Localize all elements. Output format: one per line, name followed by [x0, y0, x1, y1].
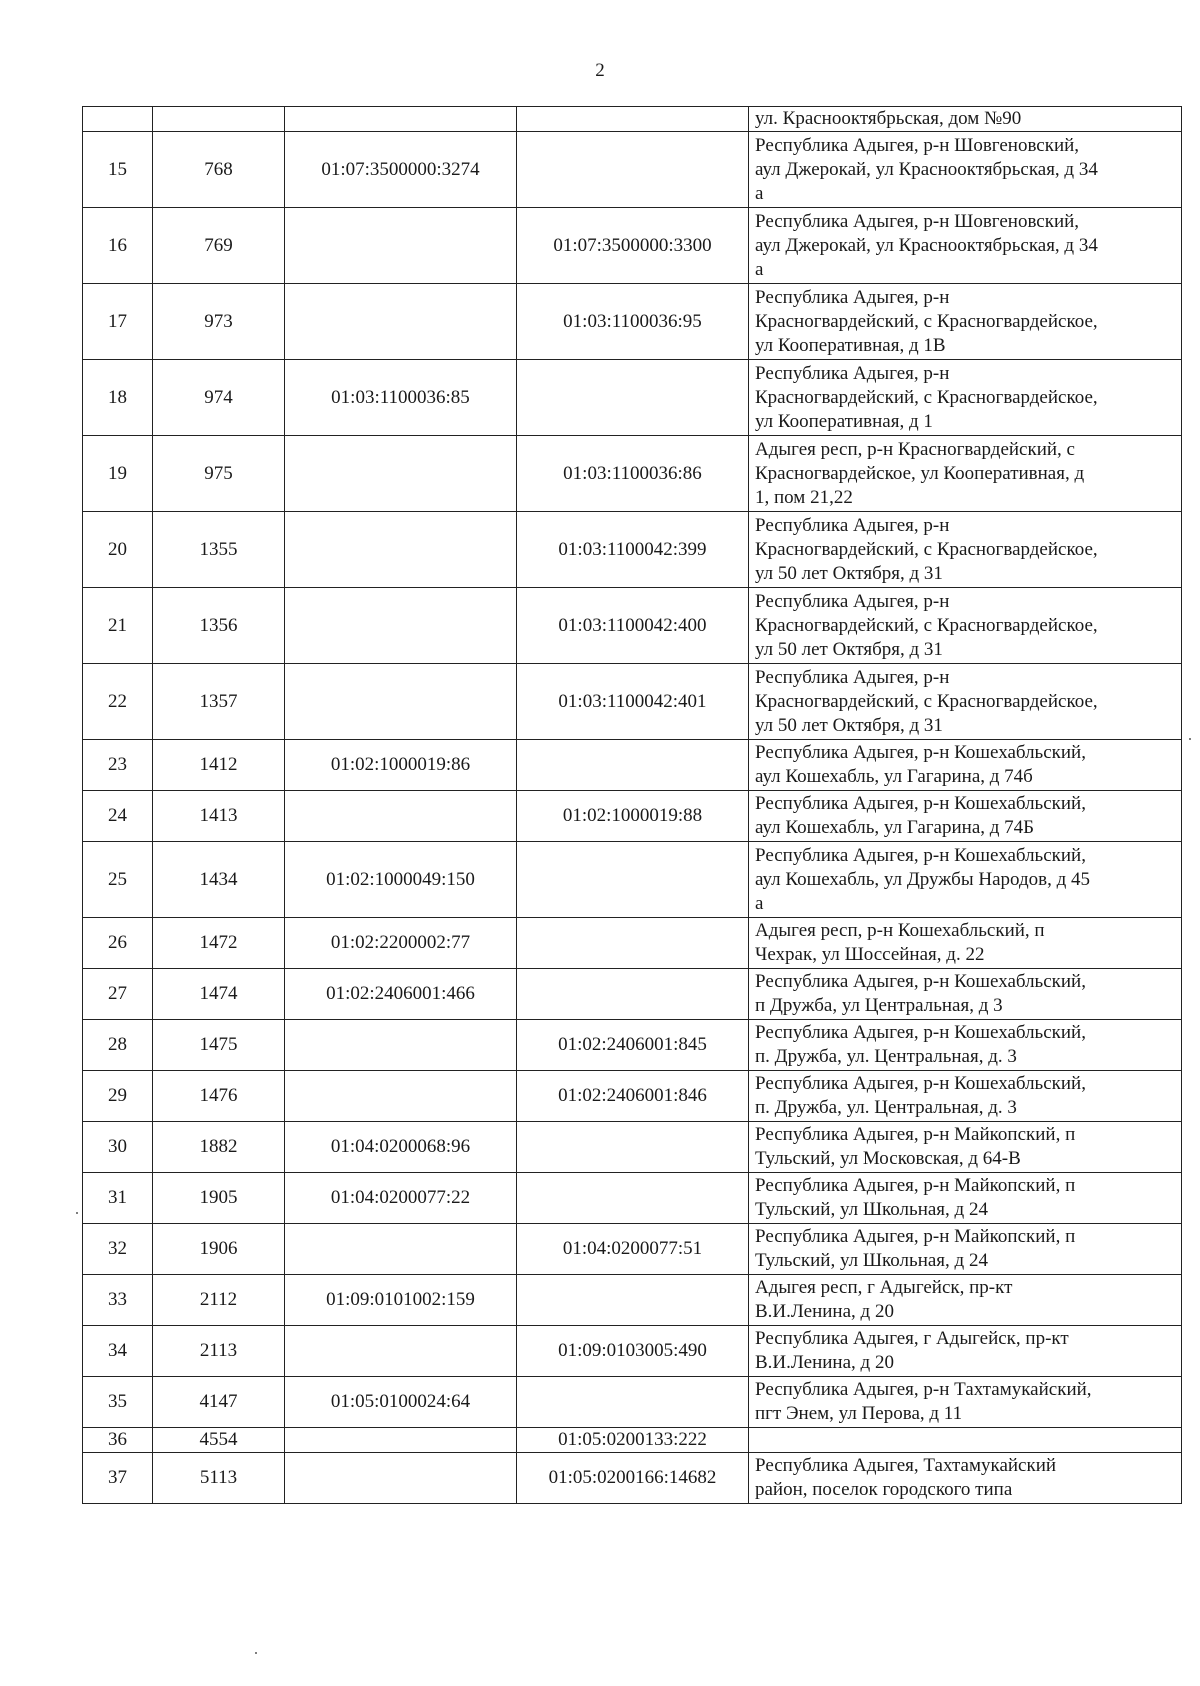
cell-address — [749, 208, 1182, 284]
address-line: В.И.Ленина, д 20 — [755, 1352, 894, 1373]
cell-address — [749, 107, 1182, 132]
address-line: Красногвардейское, ул Кооперативная, д — [755, 462, 1085, 484]
address-line: Республика Адыгея, р-н Кошехабльский, — [755, 1073, 1086, 1094]
cell-cadastral-number-1: 01:04:0200068:96 — [285, 1122, 517, 1173]
address-line: Республика Адыгея, р-н Кошехабльский, — [755, 971, 1086, 992]
cell-address — [749, 1428, 1182, 1453]
address-line: Адыгея респ, г Адыгейск, пр-кт — [755, 1277, 1013, 1298]
address-line: Республика Адыгея, р-н Майкопский, п — [755, 1226, 1076, 1247]
cell-cadastral-number-1: 01:02:1000049:150 — [285, 842, 517, 918]
cell-address — [749, 969, 1182, 1020]
address-line: Красногвардейский, с Красногвардейское, — [755, 538, 1098, 560]
address-line: ул 50 лет Октября, д 31 — [755, 638, 943, 660]
cell-object-code: 1905 — [153, 1173, 285, 1224]
address-line: аул Джерокай, ул Краснооктябрьская, д 34 — [755, 234, 1098, 256]
cell-cadastral-number-2: 01:09:0103005:490 — [517, 1326, 749, 1377]
table-row — [83, 1275, 1182, 1326]
address-line: Республика Адыгея, р-н Кошехабльский, — [755, 742, 1086, 763]
address-line: Красногвардейский, с Красногвардейское, — [755, 690, 1098, 712]
cell-row-number: 19 — [83, 436, 153, 512]
address-line: ул Кооперативная, д 1В — [755, 334, 946, 356]
table-row — [83, 107, 1182, 132]
cell-address — [749, 1275, 1182, 1326]
cell-cadastral-number-2 — [517, 107, 749, 132]
table-row — [83, 1173, 1182, 1224]
cell-object-code: 1472 — [153, 918, 285, 969]
address-line: аул Кошехабль, ул Гагарина, д 74Б — [755, 817, 1035, 838]
cell-row-number: 23 — [83, 740, 153, 791]
address-line: Республика Адыгея, р-н Тахтамукайский, — [755, 1379, 1092, 1400]
cell-object-code: 1882 — [153, 1122, 285, 1173]
address-line: аул Джерокай, ул Краснооктябрьская, д 34 — [755, 158, 1098, 180]
cell-cadastral-number-2: 01:03:1100042:400 — [517, 588, 749, 664]
cell-cadastral-number-2: 01:05:0200166:14682 — [517, 1453, 749, 1504]
cell-address — [749, 1071, 1182, 1122]
cell-row-number: 20 — [83, 512, 153, 588]
cell-address — [749, 1224, 1182, 1275]
cell-object-code: 1412 — [153, 740, 285, 791]
address-line: Республика Адыгея, р-н — [755, 514, 950, 536]
address-line: Чехрак, ул Шоссейная, д. 22 — [755, 944, 985, 965]
cell-address — [749, 740, 1182, 791]
cell-row-number: 26 — [83, 918, 153, 969]
cell-cadastral-number-1 — [285, 208, 517, 284]
scan-speck — [255, 1652, 257, 1654]
cell-object-code: 973 — [153, 284, 285, 360]
cell-address — [749, 284, 1182, 360]
cell-object-code: 4554 — [153, 1428, 285, 1453]
cell-address — [749, 1122, 1182, 1173]
table-row — [83, 588, 1182, 664]
cell-object-code: 2113 — [153, 1326, 285, 1377]
cell-address — [749, 436, 1182, 512]
table-row — [83, 791, 1182, 842]
cell-row-number: 27 — [83, 969, 153, 1020]
table-row — [83, 1071, 1182, 1122]
cell-cadastral-number-1 — [285, 1071, 517, 1122]
address-line: пгт Энем, ул Перова, д 11 — [755, 1403, 963, 1424]
cell-object-code: 768 — [153, 132, 285, 208]
cell-row-number: 34 — [83, 1326, 153, 1377]
address-line: Республика Адыгея, р-н — [755, 286, 950, 308]
cell-address — [749, 1326, 1182, 1377]
table-row — [83, 1428, 1182, 1453]
table-row — [83, 360, 1182, 436]
cell-cadastral-number-1: 01:02:2406001:466 — [285, 969, 517, 1020]
cell-cadastral-number-1 — [285, 1020, 517, 1071]
table-row — [83, 1224, 1182, 1275]
address-line: Адыгея респ, р-н Красногвардейский, с — [755, 438, 1075, 460]
table-row — [83, 1377, 1182, 1428]
scan-speck — [1189, 738, 1191, 740]
cell-cadastral-number-1: 01:02:2200002:77 — [285, 918, 517, 969]
cell-cadastral-number-1: 01:04:0200077:22 — [285, 1173, 517, 1224]
address-line: Республика Адыгея, р-н Кошехабльский, — [755, 1022, 1086, 1043]
address-line: Республика Адыгея, г Адыгейск, пр-кт — [755, 1328, 1069, 1349]
cell-object-code: 769 — [153, 208, 285, 284]
cell-object-code — [153, 107, 285, 132]
address-line: Республика Адыгея, р-н Шовгеновский, — [755, 210, 1080, 232]
cell-row-number: 24 — [83, 791, 153, 842]
cell-cadastral-number-1 — [285, 791, 517, 842]
table-row — [83, 512, 1182, 588]
cell-address — [749, 664, 1182, 740]
cell-row-number: 15 — [83, 132, 153, 208]
address-line: а — [755, 258, 764, 280]
cell-cadastral-number-2: 01:05:0200133:222 — [517, 1428, 749, 1453]
scan-speck — [76, 1212, 78, 1214]
address-line: ул 50 лет Октября, д 31 — [755, 714, 943, 736]
table-row — [83, 436, 1182, 512]
cell-object-code: 1356 — [153, 588, 285, 664]
cell-address — [749, 1377, 1182, 1428]
cell-cadastral-number-2: 01:03:1100042:401 — [517, 664, 749, 740]
cell-row-number: 29 — [83, 1071, 153, 1122]
cell-address — [749, 918, 1182, 969]
cell-cadastral-number-2: 01:04:0200077:51 — [517, 1224, 749, 1275]
cell-cadastral-number-2 — [517, 740, 749, 791]
cell-row-number: 16 — [83, 208, 153, 284]
cell-row-number: 37 — [83, 1453, 153, 1504]
cell-address — [749, 1173, 1182, 1224]
address-line: аул Кошехабль, ул Дружбы Народов, д 45 — [755, 868, 1091, 890]
address-line: Республика Адыгея, р-н Майкопский, п — [755, 1175, 1076, 1196]
address-line: п. Дружба, ул. Центральная, д. 3 — [755, 1046, 1017, 1067]
cell-object-code: 5113 — [153, 1453, 285, 1504]
cell-address — [749, 791, 1182, 842]
address-line: Республика Адыгея, Тахтамукайский — [755, 1455, 1057, 1476]
cell-address — [749, 842, 1182, 918]
cell-row-number: 28 — [83, 1020, 153, 1071]
cell-cadastral-number-1 — [285, 436, 517, 512]
cell-row-number: 18 — [83, 360, 153, 436]
address-line: Республика Адыгея, р-н Майкопский, п — [755, 1124, 1076, 1145]
address-line: Республика Адыгея, р-н Шовгеновский, — [755, 134, 1080, 156]
cell-object-code: 1906 — [153, 1224, 285, 1275]
cell-address — [749, 1020, 1182, 1071]
cell-object-code: 1413 — [153, 791, 285, 842]
cell-object-code: 2112 — [153, 1275, 285, 1326]
cell-row-number: 31 — [83, 1173, 153, 1224]
address-line: Тульский, ул Школьная, д 24 — [755, 1199, 988, 1220]
cell-cadastral-number-2 — [517, 1122, 749, 1173]
cell-object-code: 975 — [153, 436, 285, 512]
table-row — [83, 1326, 1182, 1377]
address-line: Республика Адыгея, р-н Кошехабльский, — [755, 793, 1086, 814]
cell-cadastral-number-2 — [517, 132, 749, 208]
address-line: район, поселок городского типа — [755, 1479, 1013, 1500]
cell-cadastral-number-2 — [517, 969, 749, 1020]
cell-row-number: 17 — [83, 284, 153, 360]
cell-row-number: 30 — [83, 1122, 153, 1173]
cell-object-code: 1357 — [153, 664, 285, 740]
cell-object-code: 1434 — [153, 842, 285, 918]
page-number: 2 — [595, 60, 605, 81]
cell-row-number — [83, 107, 153, 132]
address-line: Адыгея респ, р-н Кошехабльский, п — [755, 920, 1045, 941]
cell-address — [749, 1453, 1182, 1504]
cell-cadastral-number-1 — [285, 284, 517, 360]
cell-cadastral-number-1: 01:02:1000019:86 — [285, 740, 517, 791]
address-line: а — [755, 182, 764, 204]
cell-cadastral-number-2: 01:02:2406001:845 — [517, 1020, 749, 1071]
address-line: Республика Адыгея, р-н — [755, 666, 950, 688]
address-line: Республика Адыгея, р-н Кошехабльский, — [755, 844, 1086, 866]
table-row — [83, 1453, 1182, 1504]
address-line: 1, пом 21,22 — [755, 486, 853, 508]
cell-cadastral-number-1 — [285, 1224, 517, 1275]
cell-cadastral-number-1: 01:03:1100036:85 — [285, 360, 517, 436]
cell-cadastral-number-1 — [285, 588, 517, 664]
cell-cadastral-number-1: 01:09:0101002:159 — [285, 1275, 517, 1326]
address-line: а — [755, 892, 764, 914]
table-row — [83, 284, 1182, 360]
table-row — [83, 842, 1182, 918]
cell-cadastral-number-1 — [285, 1453, 517, 1504]
table-row — [83, 664, 1182, 740]
cell-cadastral-number-1 — [285, 107, 517, 132]
table-row — [83, 132, 1182, 208]
address-line: Республика Адыгея, р-н — [755, 590, 950, 612]
cell-address — [749, 588, 1182, 664]
cell-row-number: 22 — [83, 664, 153, 740]
cell-address — [749, 512, 1182, 588]
cell-cadastral-number-2 — [517, 1275, 749, 1326]
cell-cadastral-number-2 — [517, 1377, 749, 1428]
cell-cadastral-number-1: 01:07:3500000:3274 — [285, 132, 517, 208]
cell-cadastral-number-1 — [285, 1428, 517, 1453]
cell-cadastral-number-1 — [285, 512, 517, 588]
cell-cadastral-number-2 — [517, 1173, 749, 1224]
cell-object-code: 1355 — [153, 512, 285, 588]
address-line: ул 50 лет Октября, д 31 — [755, 562, 943, 584]
cell-row-number: 35 — [83, 1377, 153, 1428]
cell-cadastral-number-2: 01:03:1100036:86 — [517, 436, 749, 512]
address-line: Красногвардейский, с Красногвардейское, — [755, 310, 1098, 332]
cell-address — [749, 360, 1182, 436]
address-line: Красногвардейский, с Красногвардейское, — [755, 614, 1098, 636]
address-line: ул. Краснооктябрьская, дом №90 — [755, 108, 1022, 129]
cell-cadastral-number-2: 01:02:1000019:88 — [517, 791, 749, 842]
cell-object-code: 1474 — [153, 969, 285, 1020]
address-line: п Дружба, ул Центральная, д 3 — [755, 995, 1003, 1016]
cell-cadastral-number-2: 01:07:3500000:3300 — [517, 208, 749, 284]
cell-object-code: 1476 — [153, 1071, 285, 1122]
property-table — [82, 106, 1182, 1504]
address-line: Тульский, ул Школьная, д 24 — [755, 1250, 988, 1271]
table-row — [83, 1122, 1182, 1173]
cell-cadastral-number-2: 01:03:1100036:95 — [517, 284, 749, 360]
cell-cadastral-number-2 — [517, 842, 749, 918]
cell-object-code: 974 — [153, 360, 285, 436]
cell-object-code: 4147 — [153, 1377, 285, 1428]
cell-row-number: 36 — [83, 1428, 153, 1453]
address-line: ул Кооперативная, д 1 — [755, 410, 933, 432]
cell-cadastral-number-2 — [517, 918, 749, 969]
table-row — [83, 740, 1182, 791]
cell-address — [749, 132, 1182, 208]
cell-cadastral-number-2 — [517, 360, 749, 436]
address-line: Красногвардейский, с Красногвардейское, — [755, 386, 1098, 408]
table-row — [83, 1020, 1182, 1071]
address-line: Тульский, ул Московская, д 64-В — [755, 1148, 1021, 1169]
address-line: В.И.Ленина, д 20 — [755, 1301, 894, 1322]
table-row — [83, 969, 1182, 1020]
cell-cadastral-number-1 — [285, 664, 517, 740]
cell-cadastral-number-1 — [285, 1326, 517, 1377]
cell-row-number: 21 — [83, 588, 153, 664]
cell-cadastral-number-2: 01:03:1100042:399 — [517, 512, 749, 588]
table-row — [83, 208, 1182, 284]
property-table-body — [83, 107, 1182, 1504]
cell-object-code: 1475 — [153, 1020, 285, 1071]
table-row — [83, 918, 1182, 969]
cell-row-number: 25 — [83, 842, 153, 918]
address-line: аул Кошехабль, ул Гагарина, д 74б — [755, 766, 1033, 787]
cell-cadastral-number-2: 01:02:2406001:846 — [517, 1071, 749, 1122]
cell-row-number: 33 — [83, 1275, 153, 1326]
cell-row-number: 32 — [83, 1224, 153, 1275]
address-line: п. Дружба, ул. Центральная, д. 3 — [755, 1097, 1017, 1118]
address-line: Республика Адыгея, р-н — [755, 362, 950, 384]
cell-cadastral-number-1: 01:05:0100024:64 — [285, 1377, 517, 1428]
